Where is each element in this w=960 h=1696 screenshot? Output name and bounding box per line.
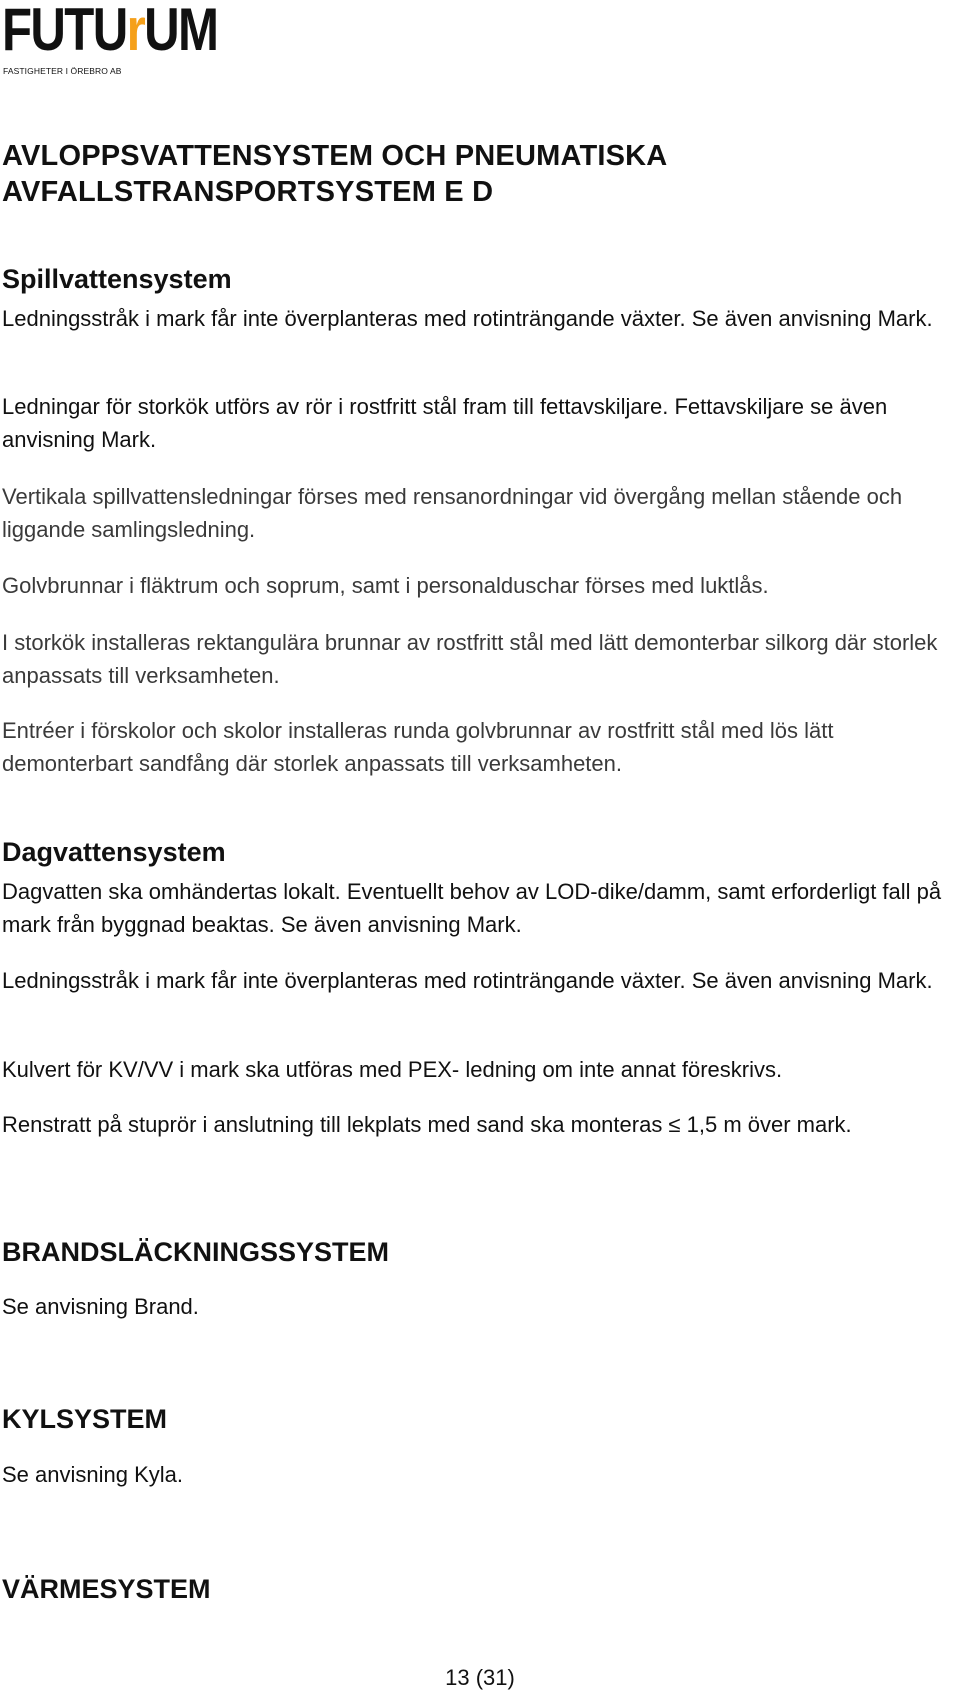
heading-varmesystem: VÄRMESYSTEM: [2, 1574, 211, 1604]
paragraph-spill-4: Golvbrunnar i fläktrum och soprum, samt i personalduschar förses med luktlås.: [2, 573, 769, 598]
paragraph-spill-6: Entréer i förskolor och skolor installeras runda golvbrunnar av rostfritt stål med lös lätt demonterbart sandfång där storlek anpassats till verksamheten.: [2, 718, 834, 776]
paragraph-kyl: Se anvisning Kyla.: [2, 1462, 183, 1487]
heading-brandslackningssystem: BRANDSLÄCKNINGSSYSTEM: [2, 1237, 390, 1267]
paragraph-spill-5: I storkök installeras rektangulära brunnar av rostfritt stål med lätt demonterbar silkorg där storlek anpassats till verksamheten.: [2, 630, 938, 688]
heading-spillvattensystem: Spillvattensystem: [2, 264, 232, 294]
main-title-line-1: AVLOPPSVATTENSYSTEM OCH PNEUMATISKA: [2, 140, 668, 172]
heading-kylsystem: KYLSYSTEM: [2, 1404, 168, 1434]
logo-subtitle: FASTIGHETER I ÖREBRO AB: [3, 66, 122, 76]
main-title-line-2: AVFALLSTRANSPORTSYSTEM E D: [2, 176, 494, 208]
paragraph-spill-2: Ledningar för storkök utförs av rör i rostfritt stål fram till fettavskiljare. Fettavskiljare se även anvisning Mark.: [2, 394, 888, 452]
page-number: 13 (31): [445, 1665, 515, 1690]
paragraph-spill-3: Vertikala spillvattensledningar förses med rensanordningar vid övergång mellan stående och liggande samlingsledning.: [2, 484, 903, 542]
paragraph-dag-1: Dagvatten ska omhändertas lokalt. Eventuellt behov av LOD-dike/damm, samt erforderligt fall på mark från byggnad beaktas. Se även anvisning Mark.: [2, 879, 942, 937]
paragraph-dag-2: Ledningsstråk i mark får inte överplanteras med rotinträngande växter. Se även anvisning Mark.: [2, 968, 933, 993]
paragraph-spill-1: Ledningsstråk i mark får inte överplanteras med rotinträngande växter. Se även anvisning Mark.: [2, 306, 933, 331]
paragraph-dag-4: Renstratt på stuprör i anslutning till lekplats med sand ska monteras ≤ 1,5 m över mark.: [2, 1112, 852, 1137]
paragraph-brand: Se anvisning Brand.: [2, 1294, 199, 1319]
logo-wordmark: FUTUrUM: [2, 0, 218, 63]
heading-dagvattensystem: Dagvattensystem: [2, 837, 226, 867]
company-logo: [2, 0, 218, 76]
paragraph-dag-3: Kulvert för KV/VV i mark ska utföras med PEX- ledning om inte annat föreskrivs.: [2, 1057, 783, 1082]
